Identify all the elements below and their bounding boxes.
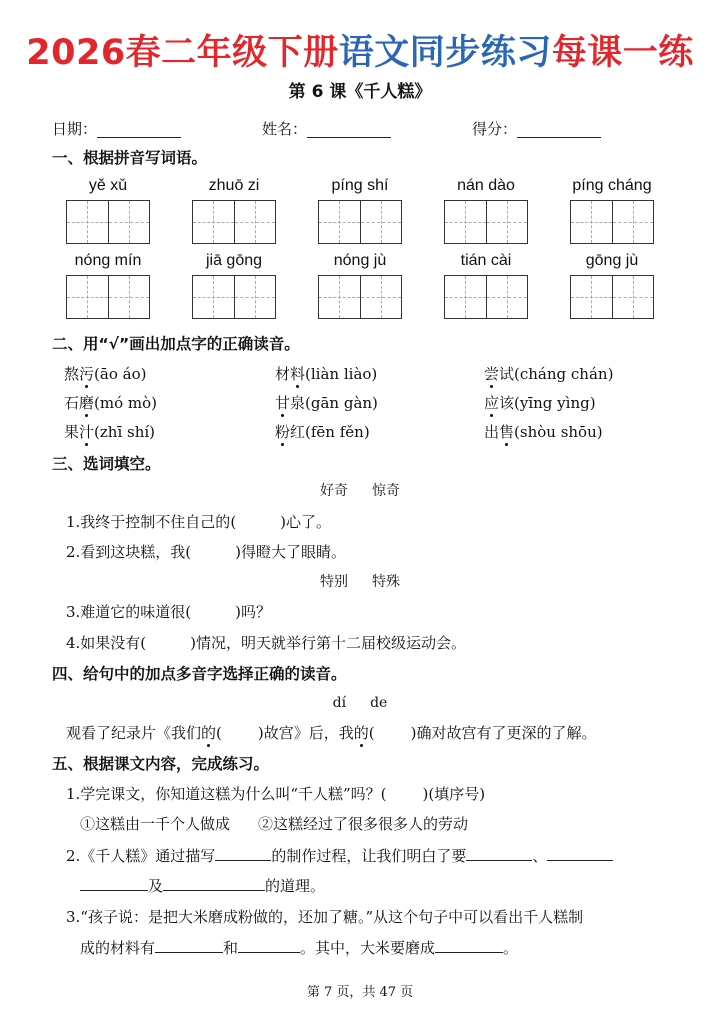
name-blank[interactable] — [307, 122, 391, 138]
score-label: 得分： — [472, 120, 518, 138]
pinyin-option: dí — [332, 695, 347, 711]
option-1[interactable]: ①这糕由一千个人做成 — [80, 815, 231, 833]
writing-grid[interactable] — [192, 200, 276, 244]
pinyin-label: píng cháng — [572, 177, 652, 194]
reading-item[interactable]: 果汁(zhī shí) — [64, 423, 156, 441]
pinyin-label: jiā gōng — [205, 252, 263, 269]
reading-item[interactable]: 尝试(cháng chán) — [484, 365, 614, 383]
writing-grid[interactable] — [570, 275, 654, 319]
title-practice: 每课一练 — [551, 33, 694, 73]
pinyin-label: nóng mín — [74, 252, 142, 269]
pinyin-option: de — [370, 695, 388, 711]
word-option: 特殊 — [372, 574, 400, 590]
answer-line[interactable] — [215, 846, 271, 861]
reading-item[interactable]: 粉红(fēn fěn) — [275, 423, 370, 441]
question-1: 1.学完课文，你知道这糕为什么叫“千人糕”吗？( )(填序号) — [66, 785, 486, 803]
pinyin-label: yě xǔ — [88, 177, 128, 194]
pinyin-label: gōng jù — [585, 252, 639, 269]
writing-grid[interactable] — [192, 275, 276, 319]
option-2[interactable]: ②这糕经过了很多很多人的劳动 — [258, 815, 469, 833]
section2-heading: 二、用“√”画出加点字的正确读音。 — [52, 335, 300, 353]
answer-line[interactable] — [163, 876, 265, 891]
writing-grid[interactable] — [66, 275, 150, 319]
fill-question: 1.我终于控制不住自己的( )心了。 — [66, 513, 332, 531]
answer-line[interactable] — [547, 846, 613, 861]
pinyin-label: zhuō zi — [208, 177, 260, 194]
pinyin-label: píng shí — [331, 177, 389, 194]
question-1-options — [80, 813, 468, 835]
pinyin-label: tián cài — [460, 252, 512, 269]
answer-line[interactable] — [466, 846, 532, 861]
word-options — [0, 572, 720, 592]
writing-grid[interactable] — [444, 200, 528, 244]
writing-grid[interactable] — [570, 200, 654, 244]
writing-grid[interactable] — [318, 200, 402, 244]
writing-grid[interactable] — [66, 200, 150, 244]
page-number: 第 7 页，共 47 页 — [306, 985, 414, 1000]
word-option: 特别 — [320, 574, 348, 590]
score-blank[interactable] — [517, 122, 601, 138]
reading-item[interactable]: 应该(yīng yìng) — [484, 394, 596, 412]
date-field — [52, 118, 181, 140]
question-3: 3.“孩子说：是把大米磨成粉做的，还加了糖。”从这个句子中可以看出千人糕制 — [66, 908, 584, 926]
worksheet-title — [0, 28, 720, 78]
section1-heading: 一、根据拼音写词语。 — [52, 149, 208, 167]
fill-question: 2.看到这块糕，我( )得瞪大了眼睛。 — [66, 543, 347, 561]
word-option: 好奇 — [320, 483, 348, 499]
answer-line[interactable] — [238, 938, 300, 953]
fill-question: 4.如果没有( )情况，明天就举行第十二届校级运动会。 — [66, 634, 467, 652]
pinyin-label: nóng jù — [333, 252, 387, 269]
polyphone-sentence: 观看了纪录片《我们的( )故宫》后，我的( )确对故宫有了更深的了解。 — [66, 724, 597, 742]
score-field — [472, 118, 601, 140]
fill-question: 3.难道它的味道很( )吗？ — [66, 603, 272, 621]
question-2-cont: 及 的道理。 — [80, 875, 325, 897]
section3-heading: 三、选词填空。 — [52, 455, 161, 473]
word-options — [0, 481, 720, 501]
title-grade: 2026春二年级下册 — [26, 33, 339, 73]
section4-heading: 四、给句中的加点多音字选择正确的读音。 — [52, 665, 347, 683]
answer-line[interactable] — [435, 938, 503, 953]
title-subject: 语文同步练习 — [338, 33, 552, 73]
name-field — [262, 118, 391, 140]
answer-line[interactable] — [155, 938, 223, 953]
word-option: 惊奇 — [372, 483, 400, 499]
pinyin-options — [0, 693, 720, 713]
lesson-title: 第 6 课《千人糕》 — [288, 82, 432, 102]
pinyin-label: nán dào — [457, 177, 515, 194]
answer-line[interactable] — [80, 876, 148, 891]
section5-heading: 五、根据课文内容，完成练习。 — [52, 755, 270, 773]
reading-item[interactable]: 石磨(mó mò) — [64, 394, 158, 412]
date-blank[interactable] — [97, 122, 181, 138]
reading-item[interactable]: 甘泉(gān gàn) — [275, 394, 378, 412]
writing-grid[interactable] — [444, 275, 528, 319]
question-3-cont: 成的材料有 和 。其中，大米要磨成 。 — [80, 939, 519, 957]
reading-item[interactable]: 熬污(āo áo) — [64, 365, 147, 383]
date-label: 日期： — [52, 120, 98, 138]
reading-item[interactable]: 出售(shòu shōu) — [484, 423, 603, 441]
writing-grid[interactable] — [318, 275, 402, 319]
question-2: 2.《千人糕》通过描写 的制作过程，让我们明白了要 、 — [66, 845, 613, 867]
reading-item[interactable]: 材料(liàn liào) — [275, 365, 378, 383]
name-label: 姓名： — [262, 120, 308, 138]
